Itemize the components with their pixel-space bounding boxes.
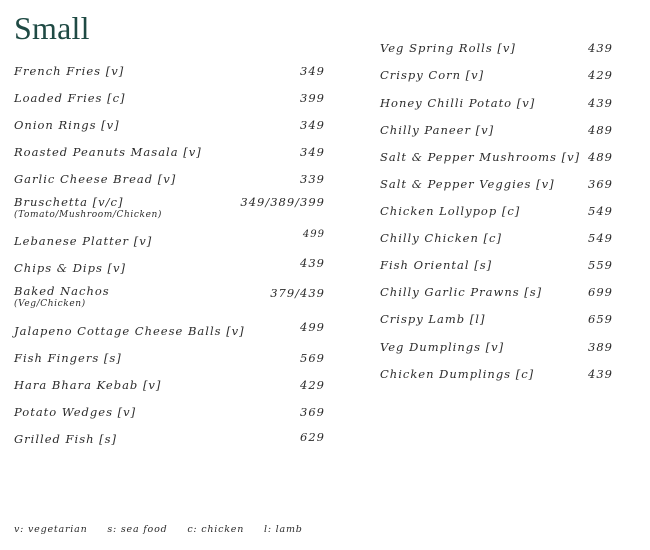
menu-item-variants: (Veg/Chicken) — [14, 299, 86, 309]
menu-item-price: 569 — [300, 351, 325, 365]
menu-item-name: Veg Dumplings [v] — [380, 340, 505, 354]
menu-item-name: Onion Rings [v] — [14, 118, 120, 132]
menu-item-price: 699 — [588, 285, 613, 299]
menu-item-price: 499 — [300, 320, 325, 334]
menu-item-price: 489 — [588, 123, 613, 137]
menu-item-variants: (Tomato/Mushroom/Chicken) — [14, 210, 163, 220]
menu-item-name: Fish Fingers [s] — [14, 351, 122, 365]
section-title: Small — [14, 10, 90, 46]
menu-item-name: Hara Bhara Kebab [v] — [14, 378, 162, 392]
menu-item-price: 499 — [302, 229, 325, 240]
menu-item-price: 559 — [588, 258, 613, 272]
menu-item-name: Crispy Corn [v] — [380, 68, 485, 82]
menu-item-price: 369 — [300, 405, 325, 419]
menu-item-price: 439 — [588, 41, 613, 55]
menu-item-price: 429 — [300, 378, 325, 392]
menu-item-name: Chicken Lollypop [c] — [380, 204, 521, 218]
menu-item-price: 389 — [588, 340, 613, 354]
menu-item-name: Chilly Chicken [c] — [380, 231, 502, 245]
menu-item-name: Fish Oriental [s] — [380, 258, 493, 272]
menu-item-name: Crispy Lamb [l] — [380, 312, 486, 326]
menu-item-name: Jalapeno Cottage Cheese Balls [v] — [14, 324, 245, 338]
menu-item-name: Chips & Dips [v] — [14, 261, 126, 275]
menu-item-price: 429 — [588, 68, 613, 82]
menu-item-name: Potato Wedges [v] — [14, 405, 137, 419]
menu-item-name: Veg Spring Rolls [v] — [380, 41, 516, 55]
menu-item-price: 349 — [300, 64, 325, 78]
menu-item-name: Loaded Fries [c] — [14, 91, 126, 105]
menu-item-name: Grilled Fish [s] — [14, 432, 118, 446]
menu-item-name: Chilly Garlic Prawns [s] — [380, 285, 543, 299]
menu-item-price: 369 — [588, 177, 613, 191]
legend-chicken: c: chicken — [187, 524, 245, 535]
legend-veg: v: vegetarian — [14, 524, 88, 535]
diet-legend — [14, 524, 319, 535]
menu-item-price: 399 — [300, 91, 325, 105]
menu-item-name: Chilly Paneer [v] — [380, 123, 495, 137]
menu-item-price: 349 — [300, 118, 325, 132]
menu-item-price: 339 — [300, 172, 325, 186]
menu-item-name: Salt & Pepper Mushrooms [v] — [380, 150, 581, 164]
menu-item-name: French Fries [v] — [14, 64, 125, 78]
menu-item-price: 489 — [588, 150, 613, 164]
menu-item-price: 439 — [300, 256, 325, 270]
menu-item-price: 349 — [300, 145, 325, 159]
menu-item-name: Garlic Cheese Bread [v] — [14, 172, 177, 186]
menu-item-name: Lebanese Platter [v] — [14, 234, 153, 248]
menu-item-name: Honey Chilli Potato [v] — [380, 96, 536, 110]
menu-item-price: 549 — [588, 231, 613, 245]
menu-item-price: 379/439 — [270, 286, 325, 300]
menu-item-price: 549 — [588, 204, 613, 218]
menu-item-price: 349/389/399 — [240, 195, 325, 209]
menu-item-name: Salt & Pepper Veggies [v] — [380, 177, 555, 191]
menu-item-name: Baked Nachos — [14, 284, 110, 298]
menu-item-price: 629 — [300, 430, 325, 444]
legend-lamb: l: lamb — [263, 524, 303, 535]
legend-seafood: s: sea food — [107, 524, 168, 535]
menu-item-price: 439 — [588, 96, 613, 110]
menu-item-price: 659 — [588, 312, 613, 326]
menu-item-name: Chicken Dumplings [c] — [380, 367, 535, 381]
menu-item-price: 439 — [588, 367, 613, 381]
menu-item-name: Roasted Peanuts Masala [v] — [14, 145, 202, 159]
menu-item-name: Bruschetta [v/c] — [14, 195, 124, 209]
